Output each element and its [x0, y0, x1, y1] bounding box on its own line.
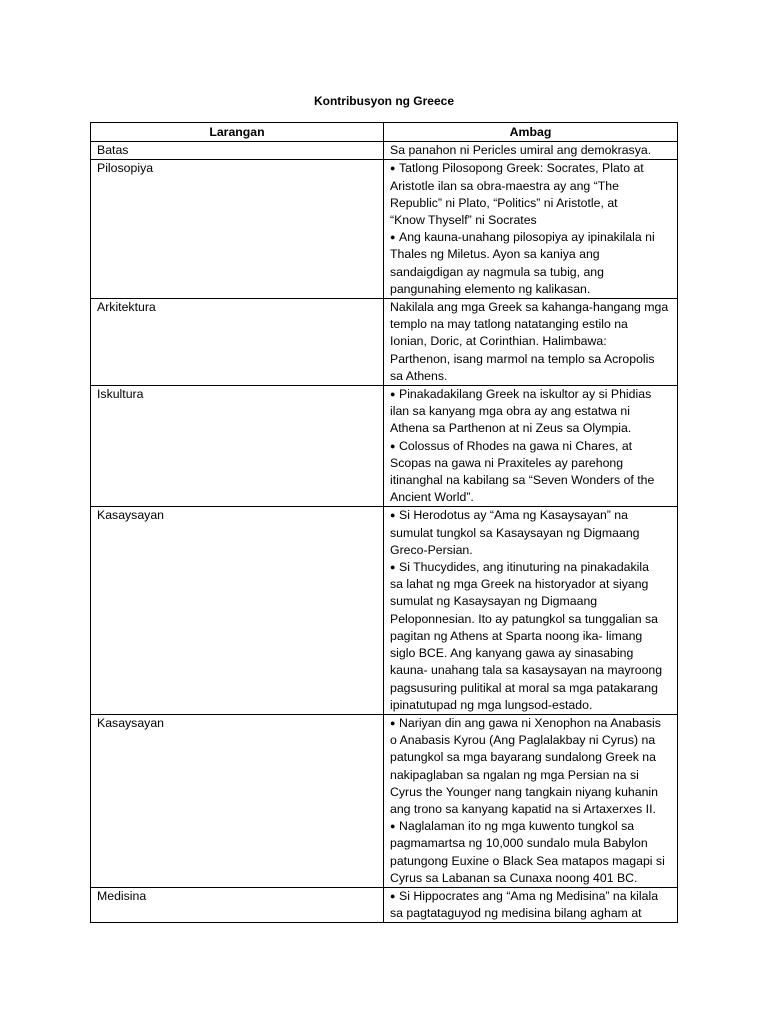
- contribution-line: [390, 142, 671, 159]
- contribution-text: Ang kauna-unahang pilosopiya ay ipinakilala ni: [399, 230, 655, 245]
- contribution-text: sa pagtataguyod ng medisina bilang agham at: [390, 906, 642, 921]
- field-cell: Iskultura: [91, 386, 384, 507]
- field-cell: Pilosopiya: [91, 160, 384, 299]
- contribution-line: [390, 525, 671, 542]
- contribution-line: [390, 281, 671, 298]
- contribution-line: [390, 351, 671, 368]
- table-row: [91, 299, 678, 386]
- bullet-icon: ●: [390, 562, 396, 573]
- table-header-row: [91, 123, 678, 142]
- contribution-text: patungong Euxine o Black Sea matapos magapi si: [390, 853, 665, 868]
- contribution-text: templo na may tatlong natatanging estilo na: [390, 317, 628, 332]
- contribution-line: [390, 818, 671, 835]
- contribution-text: Colossus of Rhodes na gawa ni Chares, at: [399, 438, 633, 453]
- contribution-line: [390, 438, 671, 455]
- contribution-text: siglo BCE. Ang kanyang gawa ay sinasabing: [390, 646, 634, 661]
- contribution-line: [390, 368, 671, 385]
- field-cell: Batas: [91, 142, 384, 160]
- table-body: [91, 142, 678, 923]
- contributions-table: [90, 122, 678, 923]
- contribution-text: pagsusuring pulitikal at moral sa mga patakarang: [390, 680, 658, 695]
- contribution-text: itinanghal na kabilang sa “Seven Wonders of the: [390, 473, 655, 488]
- contribution-text: Republic” ni Plato, “Politics” ni Aristotle, at: [390, 195, 618, 210]
- contribution-line: [390, 420, 671, 437]
- contribution-line: [390, 767, 671, 784]
- table-row: [91, 714, 678, 887]
- contribution-line: [390, 801, 671, 818]
- table-row: [91, 142, 678, 160]
- contribution-text: pangunahing elemento ng kalikasan.: [390, 281, 591, 296]
- field-cell: Arkitektura: [91, 299, 384, 386]
- contribution-line: [390, 680, 671, 697]
- contribution-text: pagmamartsa ng 10,000 sundalo mula Babylon: [390, 836, 648, 851]
- header-larangan: Larangan: [91, 123, 384, 142]
- contribution-text: ang trono sa kanyang kapatid na si Artaxerxes II.: [390, 801, 656, 816]
- contribution-line: [390, 386, 671, 403]
- contribution-line: [390, 576, 671, 593]
- contribution-text: sumulat tungkol sa Kasaysayan ng Digmaang: [390, 525, 640, 540]
- contribution-line: [390, 507, 671, 524]
- contribution-text: Ionian, Doric, at Corinthian. Halimbawa:: [390, 334, 607, 349]
- contribution-text: “Know Thyself” ni Socrates: [390, 213, 537, 228]
- contribution-text: Athena sa Parthenon at ni Zeus sa Olympia.: [390, 421, 632, 436]
- bullet-icon: ●: [390, 440, 396, 451]
- contribution-line: [390, 542, 671, 559]
- contribution-line: [390, 195, 671, 212]
- contribution-line: [390, 559, 671, 576]
- contribution-line: [390, 333, 671, 350]
- contribution-text: Peloponnesian. Ito ay patungkol sa tunggalian sa: [390, 611, 658, 626]
- contribution-cell: [384, 386, 678, 507]
- contribution-text: ipinatutupad ng mga lungsod-estado.: [390, 697, 593, 712]
- contribution-text: Parthenon, isang marmol na templo sa Acropolis: [390, 351, 655, 366]
- contribution-text: Si Thucydides, ang itinuturing na pinakadakila: [399, 560, 649, 575]
- contribution-line: [390, 489, 671, 506]
- contribution-text: Sa panahon ni Pericles umiral ang demokrasya.: [390, 143, 652, 158]
- bullet-icon: ●: [390, 232, 396, 243]
- contribution-line: [390, 403, 671, 420]
- contribution-line: [390, 784, 671, 801]
- field-cell: Kasaysayan: [91, 714, 384, 887]
- contribution-text: kauna- unahang tala sa kasaysayan na mayroong: [390, 663, 663, 678]
- contribution-line: [390, 212, 671, 229]
- contribution-line: [390, 455, 671, 472]
- contribution-line: [390, 715, 671, 732]
- contribution-line: [390, 645, 671, 662]
- contribution-text: patungkol sa mga bayarang sundalong Greek na: [390, 750, 656, 765]
- contribution-text: Tatlong Pilosopong Greek: Socrates, Plato at: [399, 161, 644, 176]
- bullet-icon: ●: [390, 821, 396, 832]
- contribution-line: [390, 662, 671, 679]
- contribution-text: Ancient World”.: [390, 490, 474, 505]
- contribution-text: Pinakadakilang Greek na iskultor ay si Phidias: [399, 387, 652, 402]
- contribution-text: pagitan ng Athens at Sparta noong ika- limang: [390, 628, 643, 643]
- contribution-line: [390, 299, 671, 316]
- bullet-icon: ●: [390, 389, 396, 400]
- bullet-icon: ●: [390, 890, 396, 901]
- contribution-text: Cyrus sa Labanan sa Cunaxa noong 401 BC.: [390, 870, 638, 885]
- contribution-line: [390, 697, 671, 714]
- contribution-line: [390, 593, 671, 610]
- contribution-text: sa lahat ng mga Greek na historyador at siyang: [390, 577, 649, 592]
- contribution-line: [390, 472, 671, 489]
- page-title: Kontribusyon ng Greece: [313, 94, 455, 108]
- contribution-line: [390, 229, 671, 246]
- field-cell: Medisina: [91, 887, 384, 922]
- table-row: [91, 386, 678, 507]
- contribution-line: [390, 178, 671, 195]
- contribution-cell: [384, 887, 678, 922]
- contribution-line: [390, 870, 671, 887]
- contribution-text: Si Herodotus ay “Ama ng Kasaysayan” na: [399, 508, 628, 523]
- contribution-line: [390, 835, 671, 852]
- contribution-text: Greco-Persian.: [390, 542, 473, 557]
- contribution-line: [390, 160, 671, 177]
- contribution-line: [390, 316, 671, 333]
- bullet-icon: ●: [390, 163, 396, 174]
- contribution-cell: [384, 507, 678, 714]
- contribution-cell: [384, 142, 678, 160]
- contribution-text: o Anabasis Kyrou (Ang Paglalakbay ni Cyrus) na: [390, 733, 656, 748]
- table-row: [91, 887, 678, 922]
- contribution-text: sumulat ng Kasaysayan ng Digmaang: [390, 594, 598, 609]
- field-cell: Kasaysayan: [91, 507, 384, 714]
- contribution-line: [390, 246, 671, 263]
- table-row: [91, 160, 678, 299]
- contribution-text: Naglalaman ito ng mga kuwento tungkol sa: [399, 819, 635, 834]
- contribution-line: [390, 905, 671, 922]
- contribution-text: Si Hippocrates ang “Ama ng Medisina” na kilala: [399, 888, 659, 903]
- contribution-text: Nariyan din ang gawa ni Xenophon na Anabasis: [399, 715, 661, 730]
- contribution-line: [390, 888, 671, 905]
- contribution-line: [390, 628, 671, 645]
- contribution-line: [390, 732, 671, 749]
- contribution-text: sandaigdigan ay nagmula sa tubig, ang: [390, 264, 604, 279]
- header-ambag: Ambag: [384, 123, 678, 142]
- contribution-cell: [384, 160, 678, 299]
- contribution-text: ilan sa kanyang mga obra ay ang estatwa ni: [390, 404, 630, 419]
- contribution-line: [390, 853, 671, 870]
- contribution-cell: [384, 714, 678, 887]
- contribution-text: sa Athens.: [390, 368, 448, 383]
- contribution-line: [390, 749, 671, 766]
- contribution-text: Nakilala ang mga Greek sa kahanga-hangang mga: [390, 300, 669, 315]
- contribution-text: Scopas na gawa ni Praxiteles ay parehong: [390, 455, 624, 470]
- contribution-line: [390, 264, 671, 281]
- table-row: [91, 507, 678, 714]
- contribution-text: Thales ng Miletus. Ayon sa kaniya ang: [390, 247, 600, 262]
- contribution-text: nakipaglaban sa ngalan ng mga Persian na si: [390, 767, 639, 782]
- contribution-text: Cyrus the Younger nang tangkain niyang kuhanin: [390, 784, 659, 799]
- bullet-icon: ●: [390, 717, 396, 728]
- contribution-text: Aristotle ilan sa obra-maestra ay ang “The: [390, 178, 619, 193]
- contribution-cell: [384, 299, 678, 386]
- contribution-line: [390, 611, 671, 628]
- bullet-icon: ●: [390, 510, 396, 521]
